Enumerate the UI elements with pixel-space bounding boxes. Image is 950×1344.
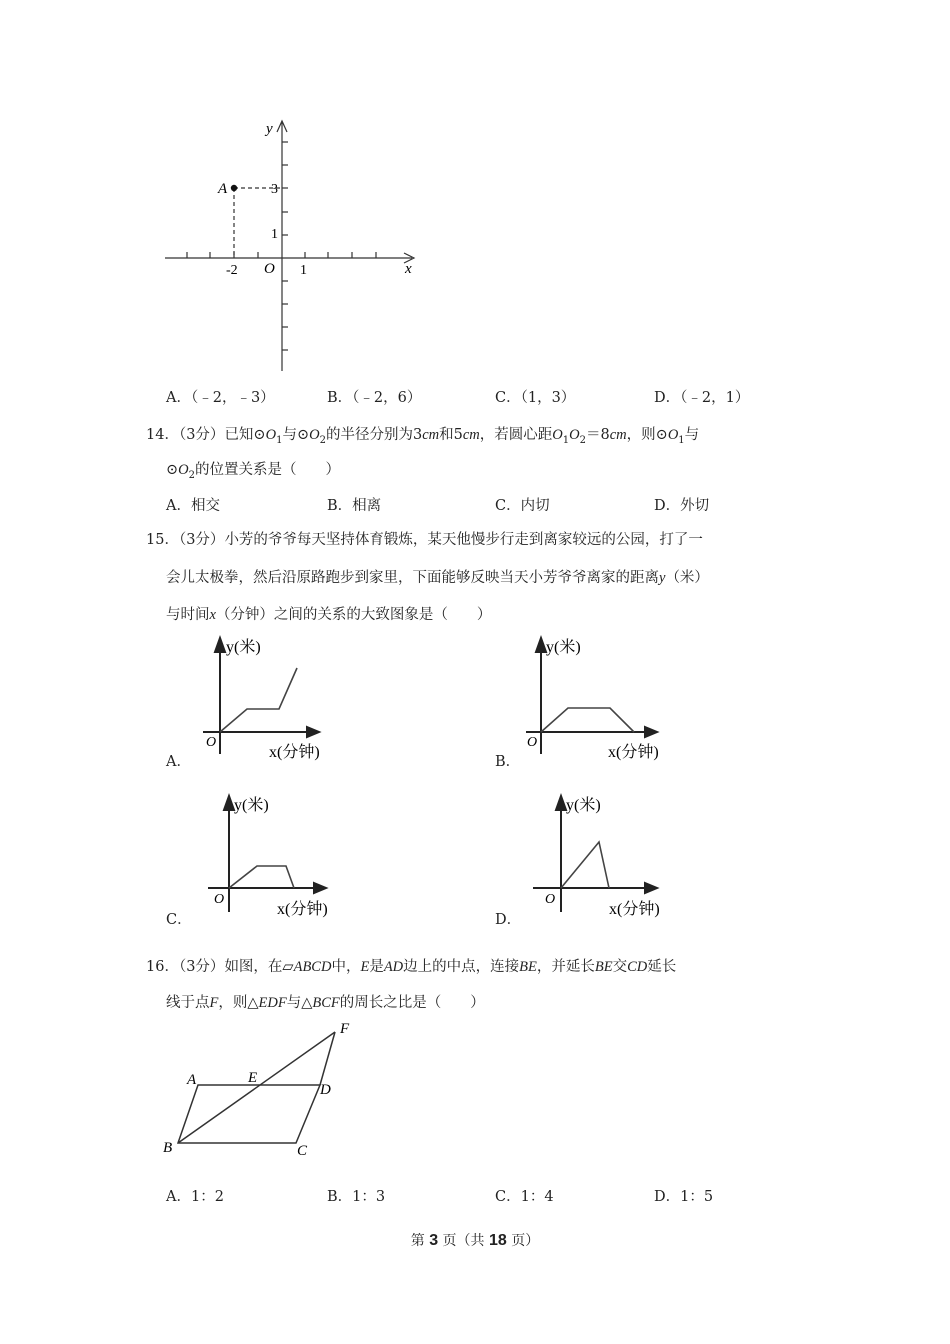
- label-c: C: [297, 1143, 308, 1159]
- q16-option-a[interactable]: A．1：2: [166, 1189, 224, 1205]
- q15-option-c[interactable]: C．: [166, 912, 192, 928]
- y-axis-label: y: [266, 121, 273, 137]
- q14-score: （3分）: [178, 427, 225, 443]
- q13-option-b[interactable]: B．（﹣2，6）: [327, 390, 422, 406]
- q14-option-a[interactable]: A．相交: [166, 498, 220, 514]
- q15-stem-line1: [146, 528, 703, 549]
- graph-d-origin: O: [545, 892, 556, 907]
- q15-option-a[interactable]: A．: [166, 754, 191, 770]
- tick-label-3: 3: [271, 182, 278, 197]
- q14-number: 14．: [146, 427, 179, 443]
- q16-stem-line1: 16．（3分）如图，在▱ABCD中，E是AD边上的中点，连接BE，并延长BE交CD延长: [146, 959, 677, 975]
- q16-score: （3分）: [178, 959, 225, 975]
- tick-label-neg2: -2: [226, 263, 238, 278]
- tick-label-1-x: 1: [300, 263, 307, 278]
- q13-option-d[interactable]: D．（﹣2，1）: [654, 390, 750, 406]
- q15-text-2c: （米）: [665, 570, 709, 586]
- graph-b-origin: O: [527, 735, 538, 750]
- q15-option-d[interactable]: D．: [495, 912, 522, 928]
- footer-mid: 页（共: [442, 1233, 485, 1249]
- q15-graph-d-path: [561, 842, 609, 888]
- label-f: F: [340, 1021, 350, 1037]
- footer-total-pages: 18: [489, 1232, 507, 1249]
- point-a-label: A: [218, 181, 228, 197]
- graph-c-y-label: y(米): [234, 797, 269, 814]
- q16-option-b[interactable]: B．1：3: [327, 1189, 386, 1205]
- graph-a-x-label: x(分钟): [269, 744, 320, 761]
- tick-label-1-y: 1: [271, 227, 278, 242]
- footer-page-number: 3: [429, 1232, 439, 1249]
- q16-parallelogram-figure: [155, 1015, 365, 1160]
- q16-option-c[interactable]: C．1：4: [495, 1189, 554, 1205]
- q15-graph-b-path: [541, 708, 634, 732]
- q16-number: 16．: [146, 959, 179, 975]
- q13-coordinate-figure: [155, 115, 425, 377]
- graph-b-x-label: x(分钟): [608, 744, 659, 761]
- footer-post: 页）: [511, 1233, 540, 1249]
- label-a: A: [187, 1072, 197, 1088]
- q15-stem-line2: [166, 566, 709, 587]
- q15-graph-c-path: [229, 866, 294, 888]
- point-a-marker: [231, 185, 237, 191]
- q14-option-b[interactable]: B．相离: [327, 498, 382, 514]
- q15-graph-a-path: [220, 668, 297, 732]
- q15-score: （3分）: [178, 532, 225, 548]
- label-d: D: [320, 1082, 331, 1098]
- q15-text-3a: 与时间: [166, 607, 210, 623]
- q15-var-y: y: [659, 570, 666, 586]
- graph-d-y-label: y(米): [566, 797, 601, 814]
- x-axis-label: x: [405, 261, 412, 277]
- q16-stem-line2: 线于点F，则△EDF与△BCF的周长之比是（ ）: [166, 995, 485, 1011]
- label-b: B: [163, 1140, 173, 1156]
- q13-option-a[interactable]: A．（﹣2，﹣3）: [166, 390, 275, 406]
- footer-pre: 第: [410, 1233, 425, 1249]
- q15-graph-b: [518, 632, 668, 764]
- q15-var-x: x: [209, 607, 216, 623]
- q15-number: 15．: [146, 532, 179, 548]
- graph-c-origin: O: [214, 892, 225, 907]
- q15-stem-line3: [166, 603, 491, 624]
- q14-stem-line1: 14．（3分）已知$⊙O_1$与$⊙O_2$的半径分别为3cm和5cm，若圆心距$O_1O_2=8cm$，则$⊙O_1$与: [146, 427, 700, 446]
- page-footer: [0, 1230, 950, 1250]
- q14-option-d[interactable]: D．外切: [654, 498, 710, 514]
- q14-stem-line2: $⊙O_2$的位置关系是（ ）: [166, 462, 341, 481]
- q15-graph-a: [195, 632, 335, 764]
- q15-graph-d: [525, 790, 670, 922]
- q15-text-1: 小芳的爷爷每天坚持体育锻炼，某天他慢步行走到离家较远的公园，打了一: [224, 532, 703, 548]
- graph-d-x-label: x(分钟): [609, 901, 660, 918]
- q15-graph-c: [200, 790, 340, 922]
- q15-option-b[interactable]: B．: [495, 754, 521, 770]
- q15-text-3c: （分钟）之间的关系的大致图象是（ ）: [215, 607, 492, 623]
- q15-text-2a: 会儿太极拳，然后沿原路跑步到家里，下面能够反映当天小芳爷爷离家的距离: [166, 570, 659, 586]
- graph-a-y-label: y(米): [226, 639, 261, 656]
- origin-label: O: [264, 261, 275, 277]
- q13-option-c[interactable]: C．（1，3）: [495, 390, 576, 406]
- graph-a-origin: O: [206, 735, 217, 750]
- graph-c-x-label: x(分钟): [277, 901, 328, 918]
- label-e: E: [248, 1070, 258, 1086]
- q16-option-d[interactable]: D．1：5: [654, 1189, 714, 1205]
- graph-b-y-label: y(米): [546, 639, 581, 656]
- q14-option-c[interactable]: C．内切: [495, 498, 550, 514]
